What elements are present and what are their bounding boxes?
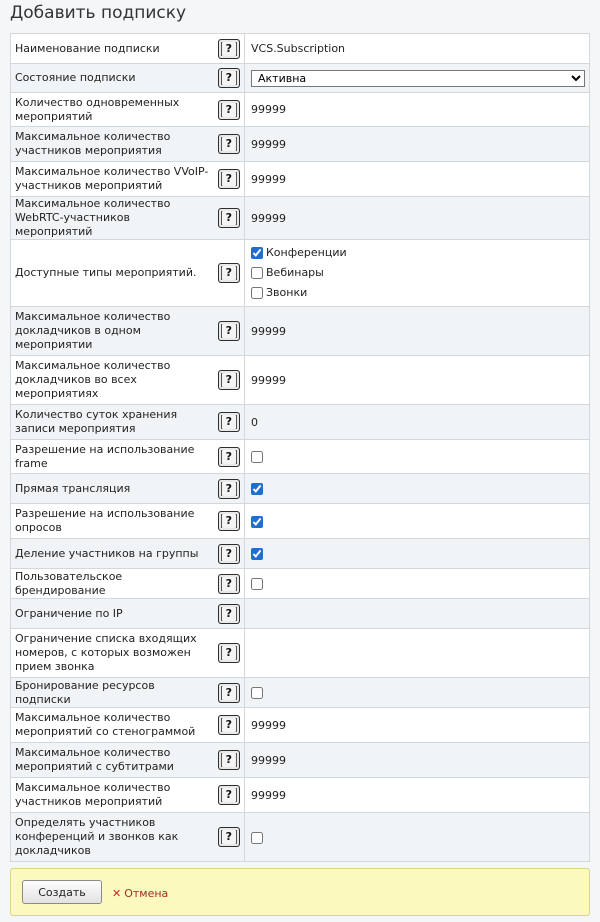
row-branding — [11, 569, 590, 599]
label-ip-limit: Ограничение по IP — [11, 599, 214, 629]
help-icon[interactable]: ? — [218, 370, 240, 390]
value-max-participants2: 99999 — [245, 778, 590, 813]
help-icon[interactable]: ? — [218, 511, 240, 531]
row-groups — [11, 539, 590, 569]
label-max-stenogram: Максимальное количество мероприятий со стенограммой — [11, 708, 214, 743]
help-icon[interactable]: ? — [218, 39, 240, 59]
value-max-speakers-one: 99999 — [245, 307, 590, 356]
help-icon[interactable]: ? — [218, 447, 240, 467]
help-icon[interactable]: ? — [218, 208, 240, 228]
checkbox-branding[interactable] — [251, 578, 263, 590]
value-max-subtitles: 99999 — [245, 743, 590, 778]
row-incoming-limit — [11, 629, 590, 678]
page-title: Добавить подписку — [10, 3, 187, 23]
row-max-subtitles — [11, 743, 590, 778]
form-actions-bar — [10, 868, 590, 916]
event-type-webinars[interactable]: Вебинары — [251, 263, 585, 283]
help-icon[interactable]: ? — [218, 643, 240, 663]
label-max-webrtc: Максимальное количество WebRTC-участников мероприятий — [11, 197, 214, 240]
help-icon[interactable]: ? — [218, 169, 240, 189]
help-icon[interactable]: ? — [218, 412, 240, 432]
state-select[interactable] — [251, 70, 585, 87]
event-types-group — [245, 240, 590, 307]
label-event-types: Доступные типы мероприятий. — [11, 240, 214, 307]
label-booking: Бронирование ресурсов подписки — [11, 678, 214, 708]
help-icon[interactable]: ? — [218, 321, 240, 341]
label-max-vvoip: Максимальное количество VVoIP-участников мероприятий — [11, 162, 214, 197]
help-icon[interactable]: ? — [218, 750, 240, 770]
checkbox-frame[interactable] — [251, 451, 263, 463]
row-max-speakers-one — [11, 307, 590, 356]
value-max-speakers-all: 99999 — [245, 356, 590, 405]
value-name: VCS.Subscription — [245, 34, 590, 64]
checkbox-define-speakers[interactable] — [251, 832, 263, 844]
help-icon[interactable]: ? — [218, 544, 240, 564]
value-simultaneous: 99999 — [245, 93, 590, 127]
label-frame: Разрешение на использование frame — [11, 440, 214, 474]
help-icon[interactable]: ? — [218, 100, 240, 120]
label-branding: Пользовательское брендирование — [11, 569, 214, 599]
row-max-vvoip — [11, 162, 590, 197]
close-icon: ✕ — [112, 887, 122, 900]
label-state: Состояние подписки — [11, 64, 214, 93]
row-max-participants — [11, 127, 590, 162]
label-name: Наименование подписки — [11, 34, 214, 64]
label-max-participants2: Максимальное количество участников мероприятий — [11, 778, 214, 813]
label-max-speakers-all: Максимальное количество докладчиков во всех мероприятиях — [11, 356, 214, 405]
value-record-days: 0 — [245, 405, 590, 440]
label-live: Прямая трансляция — [11, 474, 214, 504]
help-icon[interactable]: ? — [218, 785, 240, 805]
help-icon[interactable]: ? — [218, 683, 240, 703]
value-max-vvoip: 99999 — [245, 162, 590, 197]
help-icon[interactable]: ? — [218, 604, 240, 624]
event-type-conferences[interactable]: Конференции — [251, 243, 585, 263]
help-icon[interactable]: ? — [218, 715, 240, 735]
checkbox-calls[interactable] — [251, 287, 263, 299]
row-live — [11, 474, 590, 504]
value-incoming-limit — [245, 629, 590, 678]
label-simultaneous: Количество одновременных мероприятий — [11, 93, 214, 127]
row-define-speakers — [11, 813, 590, 862]
label-polls: Разрешение на использование опросов — [11, 504, 214, 539]
checkbox-conferences[interactable] — [251, 247, 263, 259]
row-simultaneous — [11, 93, 590, 127]
checkbox-polls[interactable] — [251, 516, 263, 528]
help-icon[interactable]: ? — [218, 68, 240, 88]
label-record-days: Количество суток хранения записи мероприятия — [11, 405, 214, 440]
value-max-stenogram: 99999 — [245, 708, 590, 743]
value-max-participants: 99999 — [245, 127, 590, 162]
row-max-webrtc — [11, 197, 590, 240]
value-max-webrtc: 99999 — [245, 197, 590, 240]
label-max-speakers-one: Максимальное количество докладчиков в одном мероприятии — [11, 307, 214, 356]
help-icon[interactable]: ? — [218, 827, 240, 847]
row-ip-limit — [11, 599, 590, 629]
row-name — [11, 34, 590, 64]
create-button[interactable]: Создать — [22, 880, 102, 904]
row-max-stenogram — [11, 708, 590, 743]
checkbox-groups[interactable] — [251, 548, 263, 560]
event-type-calls[interactable]: Звонки — [251, 283, 585, 303]
row-state — [11, 64, 590, 93]
help-icon[interactable]: ? — [218, 134, 240, 154]
cancel-link[interactable] — [112, 887, 168, 900]
row-frame — [11, 440, 590, 474]
row-max-participants2 — [11, 778, 590, 813]
label-max-subtitles: Максимальное количество мероприятий с субтитрами — [11, 743, 214, 778]
row-record-days — [11, 405, 590, 440]
label-incoming-limit: Ограничение списка входящих номеров, с которых возможен прием звонка — [11, 629, 214, 678]
subscription-form — [10, 33, 590, 862]
row-event-types — [11, 240, 590, 307]
checkbox-live[interactable] — [251, 483, 263, 495]
row-max-speakers-all — [11, 356, 590, 405]
help-icon[interactable]: ? — [218, 263, 240, 283]
row-polls — [11, 504, 590, 539]
value-ip-limit — [245, 599, 590, 629]
help-icon[interactable]: ? — [218, 479, 240, 499]
checkbox-webinars[interactable] — [251, 267, 263, 279]
cancel-label: Отмена — [124, 887, 169, 900]
label-define-speakers: Определять участников конференций и звонков как докладчиков — [11, 813, 214, 862]
checkbox-booking[interactable] — [251, 687, 263, 699]
row-booking — [11, 678, 590, 708]
help-icon[interactable]: ? — [218, 574, 240, 594]
label-groups: Деление участников на группы — [11, 539, 214, 569]
label-max-participants: Максимальное количество участников мероприятия — [11, 127, 214, 162]
